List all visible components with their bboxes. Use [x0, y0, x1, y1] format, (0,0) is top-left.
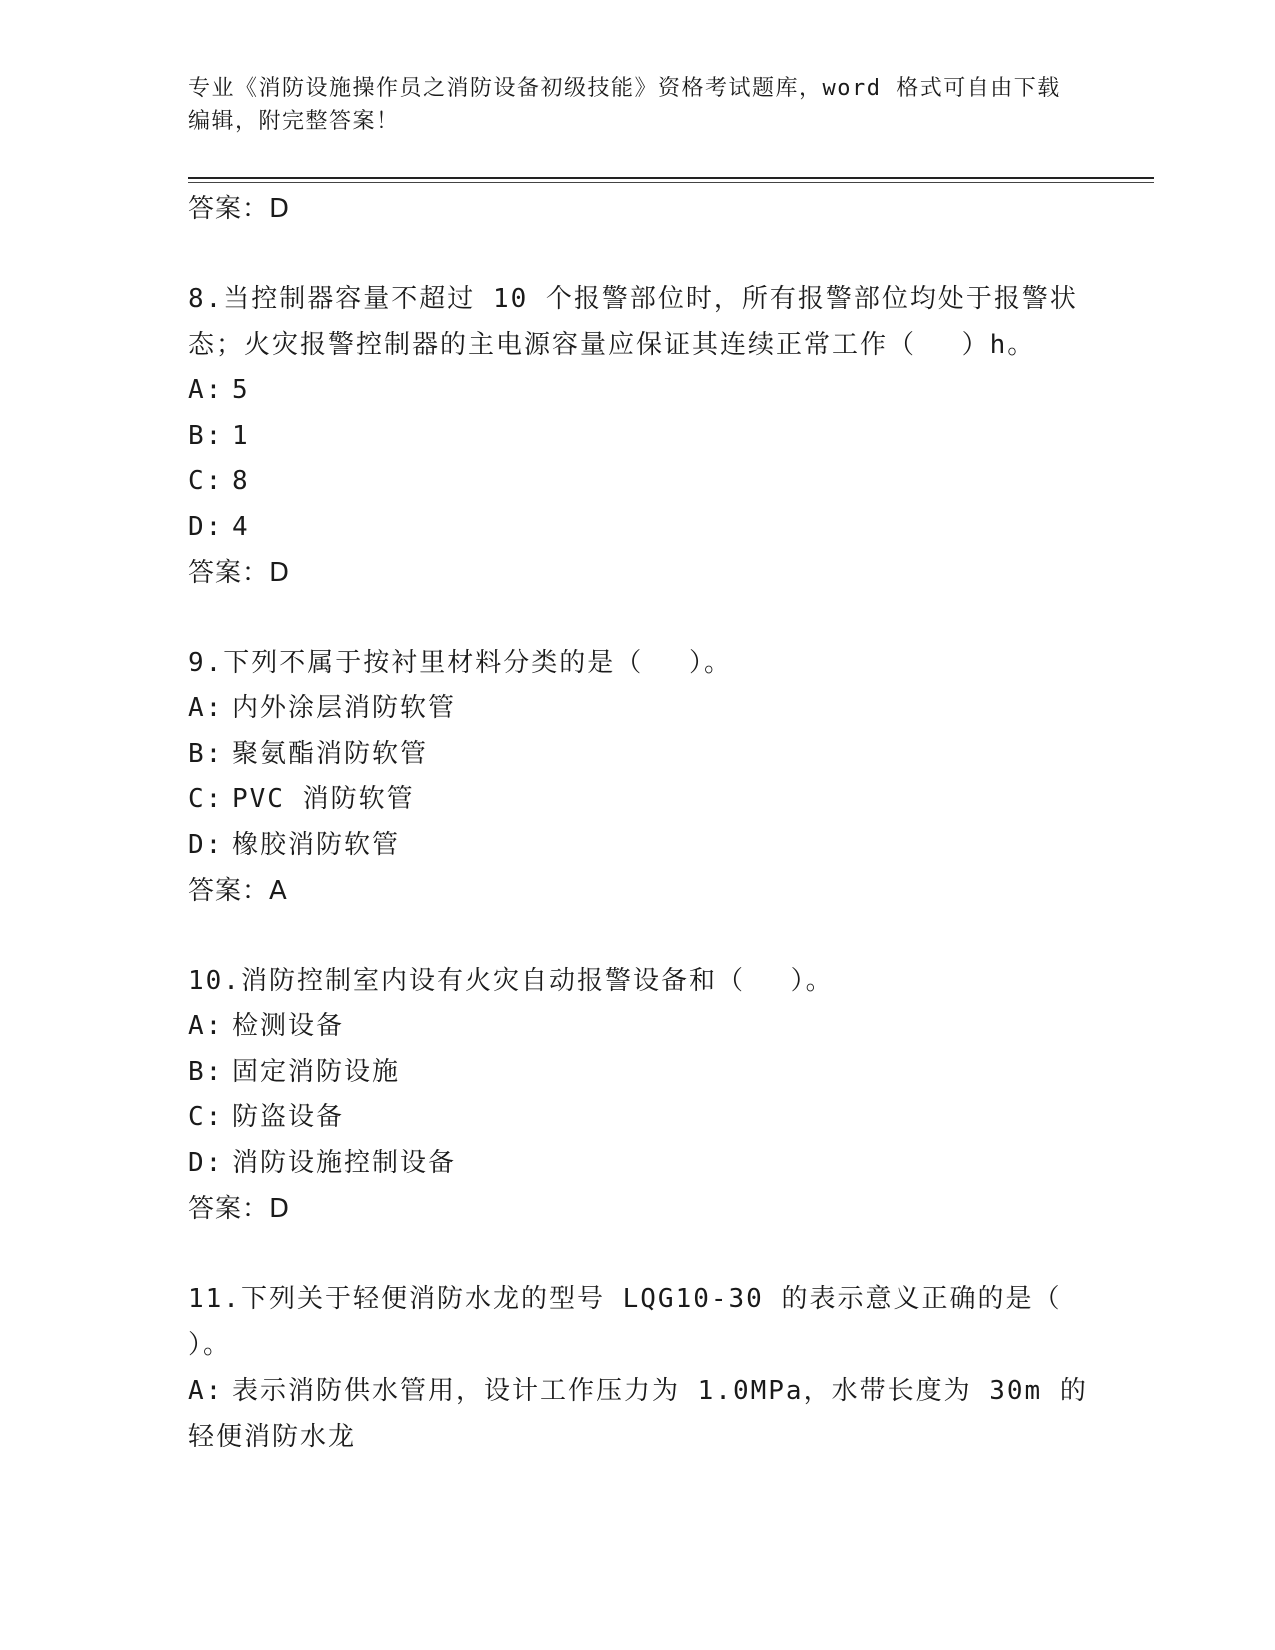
option-text: PVC 消防软管	[232, 784, 415, 814]
option-a	[188, 1368, 1088, 1460]
question-stem: 8.当控制器容量不超过 10 个报警部位时，所有报警部位均处于报警状态；火灾报警控制器的主电源容量应保证其连续正常工作（ ）h。	[188, 284, 1078, 360]
option-key: D:	[188, 1147, 224, 1178]
option-key: C:	[188, 784, 224, 814]
option-key: D:	[188, 829, 224, 860]
document-header: 专业《消防设施操作员之消防设备初级技能》资格考试题库，word 格式可自由下载编辑，附完整答案！	[188, 76, 1061, 134]
answer-value: A	[269, 876, 288, 906]
option-d	[188, 1141, 1088, 1187]
answer-label: 答案：	[188, 1194, 270, 1224]
option-text: 固定消防设施	[232, 1056, 401, 1087]
option-text: 5	[232, 375, 250, 405]
option-key: A:	[188, 375, 224, 405]
answer-value: D	[269, 558, 291, 588]
question-stem: 11.下列关于轻便消防水龙的型号 LQG10-30 的表示意义正确的是（ ）。	[188, 1284, 1108, 1360]
option-b	[188, 732, 1088, 778]
option-text: 消防设施控制设备	[232, 1147, 457, 1178]
question-list	[188, 186, 1108, 1460]
option-key: C:	[188, 466, 224, 496]
option-b	[188, 1050, 1088, 1096]
answer-value: D	[269, 194, 291, 224]
option-text: 聚氨酯消防软管	[232, 738, 429, 769]
option-a	[188, 686, 1088, 732]
question-9	[188, 640, 1088, 914]
option-c	[188, 459, 1088, 505]
option-key: B:	[188, 420, 224, 451]
option-key: B:	[188, 1056, 224, 1087]
answer-label: 答案：	[188, 194, 270, 224]
header-divider	[188, 177, 1154, 179]
option-text: 检测设备	[232, 1011, 345, 1041]
question-8	[188, 276, 1088, 596]
question-10	[188, 958, 1088, 1232]
option-text: 1	[232, 420, 250, 451]
answer-line	[188, 550, 1088, 596]
answer-value: D	[269, 1194, 291, 1224]
option-text: 防盗设备	[232, 1102, 345, 1132]
question-stem: 9.下列不属于按衬里材料分类的是（ ）。	[188, 648, 732, 678]
question-stem: 10.消防控制室内设有火灾自动报警设备和（ ）。	[188, 966, 834, 996]
option-key: A:	[188, 1011, 224, 1041]
answer-label: 答案：	[188, 876, 270, 906]
answer-label: 答案：	[188, 558, 270, 588]
option-b	[188, 414, 1088, 460]
option-a	[188, 368, 1088, 414]
option-text: 橡胶消防软管	[232, 829, 401, 860]
option-key: A:	[188, 693, 224, 723]
answer-line	[188, 1186, 1088, 1232]
option-key: C:	[188, 1102, 224, 1132]
option-text: 内外涂层消防软管	[232, 693, 457, 723]
option-a	[188, 1004, 1088, 1050]
option-d	[188, 505, 1088, 551]
option-key: B:	[188, 738, 224, 769]
option-text: 4	[232, 511, 250, 542]
option-key: D:	[188, 511, 224, 542]
question-11	[188, 1276, 1108, 1460]
option-d	[188, 823, 1088, 869]
option-c	[188, 1095, 1088, 1141]
option-c	[188, 777, 1088, 823]
header-divider-thin	[188, 182, 1154, 183]
answer-line	[188, 186, 1088, 232]
option-text: 表示消防供水管用，设计工作压力为 1.0MPa，水带长度为 30m 的轻便消防水龙	[188, 1376, 1088, 1452]
answer-line	[188, 868, 1088, 914]
option-text: 8	[232, 466, 250, 496]
option-key: A:	[188, 1376, 224, 1406]
